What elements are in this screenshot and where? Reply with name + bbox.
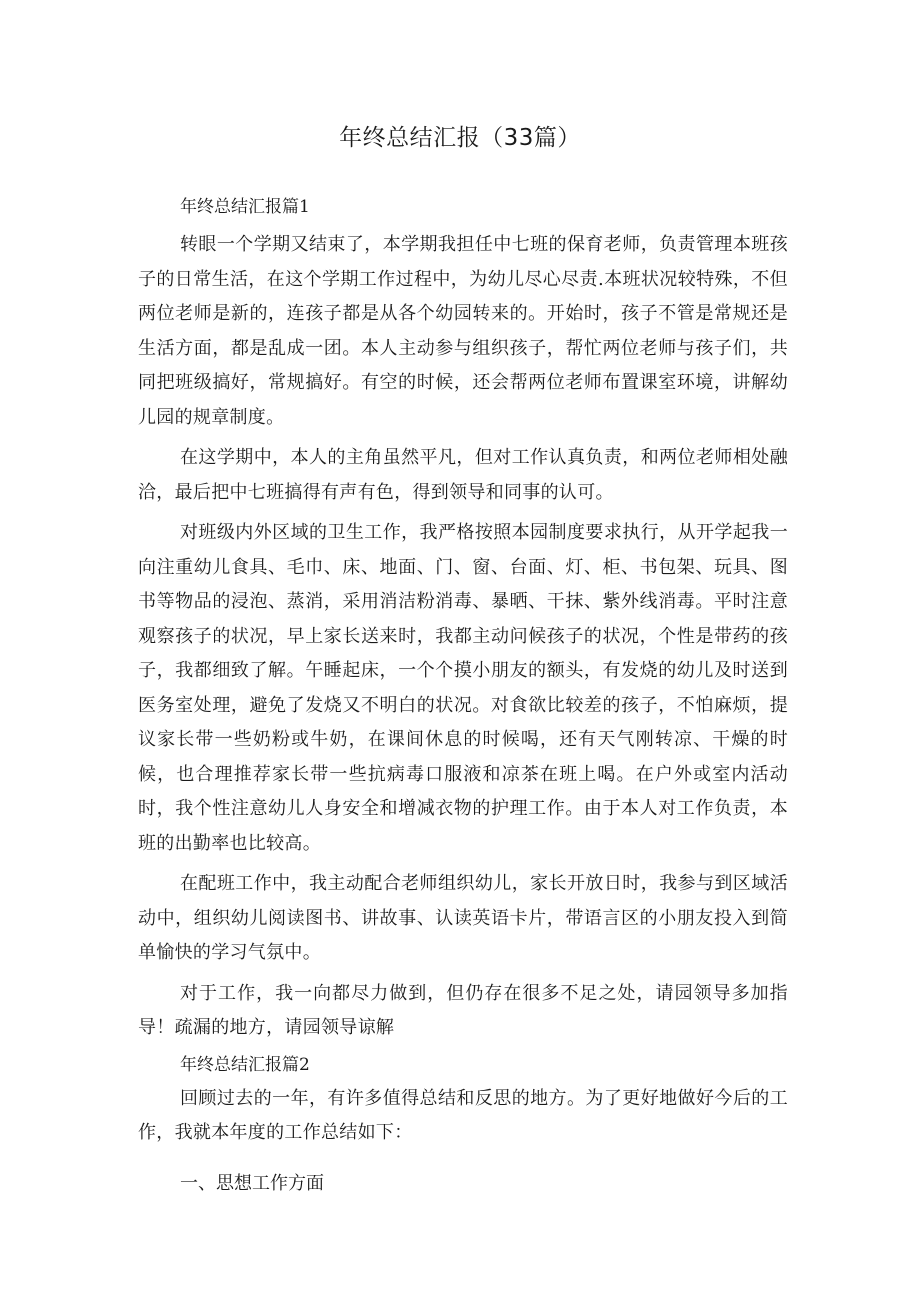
section-heading-1: 年终总结汇报篇1 <box>180 197 310 217</box>
document-title: 年终总结汇报（33篇） <box>339 125 581 151</box>
section-1-paragraph-3: 对班级内外区域的卫生工作，我严格按照本园制度要求执行，从开学起我一向注重幼儿食具、毛巾、床、地面、门、窗、台面、灯、柜、书包架、玩具、图书等物品的浸泡、蒸消，采用消洁粉消毒、暴晒、干抹、紫外线消毒。平时注意观察孩子的状况，早上家长送来时，我都主动问候孩子的状况，个性是带药的孩子，我都细致了解。午睡起床，一个个摸小朋友的额头，有发烧的幼儿及时送到医务室处理，避免了发烧又不明白的状况。对食欲比较差的孩子，不怕麻烦，提议家长带一些奶粉或牛奶，在课间休息的时候喝，还有天气刚转凉、干燥的时候，也合理推荐家长带一些抗病毒口服液和凉茶在班上喝。在户外或室内活动时，我个性注意幼儿人身安全和增减衣物的护理工作。由于本人对工作负责，本班的出勤率也比较高。 <box>138 522 788 854</box>
section-1-paragraph-2: 在这学期中，本人的主角虽然平凡，但对工作认真负责，和两位老师相处融洽，最后把中七班搞得有声有色，得到领导和同事的认可。 <box>138 447 788 503</box>
section-2-paragraph-1: 回顾过去的一年，有许多值得总结和反思的地方。为了更好地做好今后的工作，我就本年度的工作总结如下： <box>138 1087 788 1143</box>
section-1-paragraph-4: 在配班工作中，我主动配合老师组织幼儿，家长开放日时，我参与到区域活动中，组织幼儿阅读图书、讲故事、认读英语卡片，带语言区的小朋友投入到简单愉快的学习气氛中。 <box>138 873 788 963</box>
section-1-paragraph-1: 转眼一个学期又结束了，本学期我担任中七班的保育老师，负责管理本班孩子的日常生活，在这个学期工作过程中，为幼儿尽心尽责.本班状况较特殊，不但两位老师是新的，连孩子都是从各个幼园转来的。开始时，孩子不管是常规还是生活方面，都是乱成一团。本人主动参与组织孩子，帮忙两位老师与孩子们，共同把班级搞好，常规搞好。有空的时候，还会帮两位老师布置课室环境，讲解幼儿园的规章制度。 <box>138 234 788 428</box>
document-body <box>138 190 788 1201</box>
section-2-subheading: 一、思想工作方面 <box>180 1172 324 1194</box>
section-1-paragraph-5: 对于工作，我一向都尽力做到，但仍存在很多不足之处，请园领导多加指导！疏漏的地方，请园领导谅解 <box>138 982 788 1038</box>
section-heading-2: 年终总结汇报篇2 <box>180 1054 310 1075</box>
